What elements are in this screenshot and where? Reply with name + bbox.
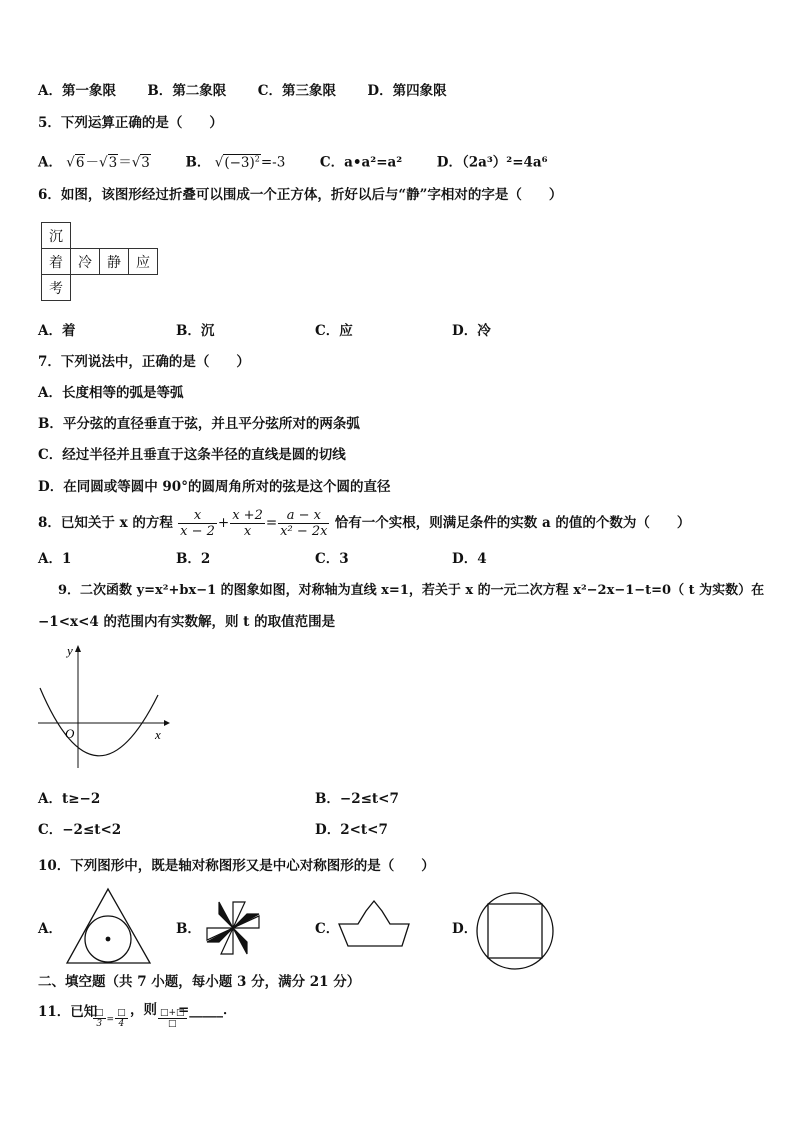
- triangle-incircle-figure: [64, 886, 154, 966]
- q11-fraction: $\frac{□+□}{□}$: [160, 1008, 185, 1029]
- q5-options: A． √6－√3＝√3 B． $√(-3)^2=-3$ C．a•a²=a² D．（2a³）²=4a⁶: [38, 154, 548, 171]
- net-cell: 着: [42, 249, 71, 275]
- net-cell: 冷: [71, 249, 100, 275]
- net-cell: 应: [129, 249, 158, 275]
- q4-options: A．第一象限 B．第二象限 C．第三象限 D．第四象限: [38, 83, 447, 99]
- q6-stem: 6．如图，该图形经过折叠可以围成一个正方体，折好以后与“静”字相对的字是（ ）: [38, 187, 563, 203]
- q6-option-a: A．着: [38, 323, 76, 339]
- q9-stem-line2: −1<x<4 的范围内有实数解，则 t 的取值范围是: [38, 614, 336, 630]
- q10-stem: 10．下列图形中，既是轴对称图形又是中心对称图形的是（ ）: [38, 858, 435, 874]
- q9-option-b: B．−2≤t<7: [315, 791, 399, 807]
- q8-option-a: A．1: [38, 551, 72, 567]
- q10-label-c: C．: [315, 921, 340, 937]
- axis-x-label: x: [155, 727, 161, 742]
- section-2-heading: 二、填空题（共 7 小题，每小题 3 分，满分 21 分）: [38, 974, 361, 990]
- q7-stem: 7．下列说法中，正确的是（ ）: [38, 354, 250, 370]
- q7-option-d: D．在同圆或等圆中 90°的圆周角所对的弦是这个圆的直径: [38, 479, 391, 495]
- net-cell: 考: [42, 275, 71, 301]
- parabola-graph: [34, 640, 174, 775]
- q9-option-a: A．t≥−2: [38, 791, 101, 807]
- q8-option-c: C．3: [315, 551, 349, 567]
- q6-option-d: D．冷: [452, 323, 491, 339]
- origin-label: O: [65, 726, 75, 741]
- q8-stem: 8．已知关于 x 的方程 $\frac{x}{x - 2}$ + $\frac{x +2}{x}$ = $\frac{a - x}{\text{x² − 2x}}$ 恰有一个实根，则满足条件的实数 a 的值的个数为（ ）: [38, 508, 691, 539]
- q9-option-c: C．−2≤t<2: [38, 822, 122, 838]
- q9-option-d: D．2<t<7: [315, 822, 388, 838]
- q5-stem: 5．下列运算正确的是（ ）: [38, 115, 223, 131]
- boat-figure: [336, 898, 414, 950]
- q11-formula: $\frac{□}{3}$ = $\frac{□}{4}$: [95, 1008, 126, 1029]
- x-axis-arrow: [164, 720, 170, 726]
- cube-net: [41, 222, 158, 301]
- net-cell: 静: [100, 249, 129, 275]
- q7-option-c: C．经过半径并且垂直于这条半径的直线是圆的切线: [38, 447, 346, 463]
- y-axis-arrow: [75, 645, 81, 652]
- q6-option-b: B．沉: [176, 323, 215, 339]
- parabola-curve: [40, 688, 158, 756]
- q11-stem: 11．已知: [38, 1004, 98, 1020]
- q8-option-d: D．4: [452, 551, 487, 567]
- q10-label-a: A．: [38, 921, 62, 937]
- pinwheel-figure: [203, 898, 263, 958]
- axis-y-label: y: [67, 643, 73, 658]
- q8-option-b: B．2: [176, 551, 211, 567]
- net-cell: 沉: [42, 223, 71, 249]
- q11-answer-blank: =_____．: [178, 1002, 237, 1018]
- circle-square-figure: [474, 890, 556, 972]
- q6-option-c: C．应: [315, 323, 353, 339]
- q7-option-a: A．长度相等的弧是等弧: [38, 385, 184, 401]
- q9-stem-line1: 9．二次函数 y=x²+bx−1 的图象如图，对称轴为直线 x=1，若关于 x 的一元二次方程 x²−2x−1−t=0（ t 为实数）在: [58, 583, 765, 598]
- q10-label-b: B．: [176, 921, 201, 937]
- q7-option-b: B．平分弦的直径垂直于弦，并且平分弦所对的两条弧: [38, 416, 360, 432]
- q10-label-d: D．: [452, 921, 478, 937]
- q11-mid: ，则: [130, 1002, 157, 1018]
